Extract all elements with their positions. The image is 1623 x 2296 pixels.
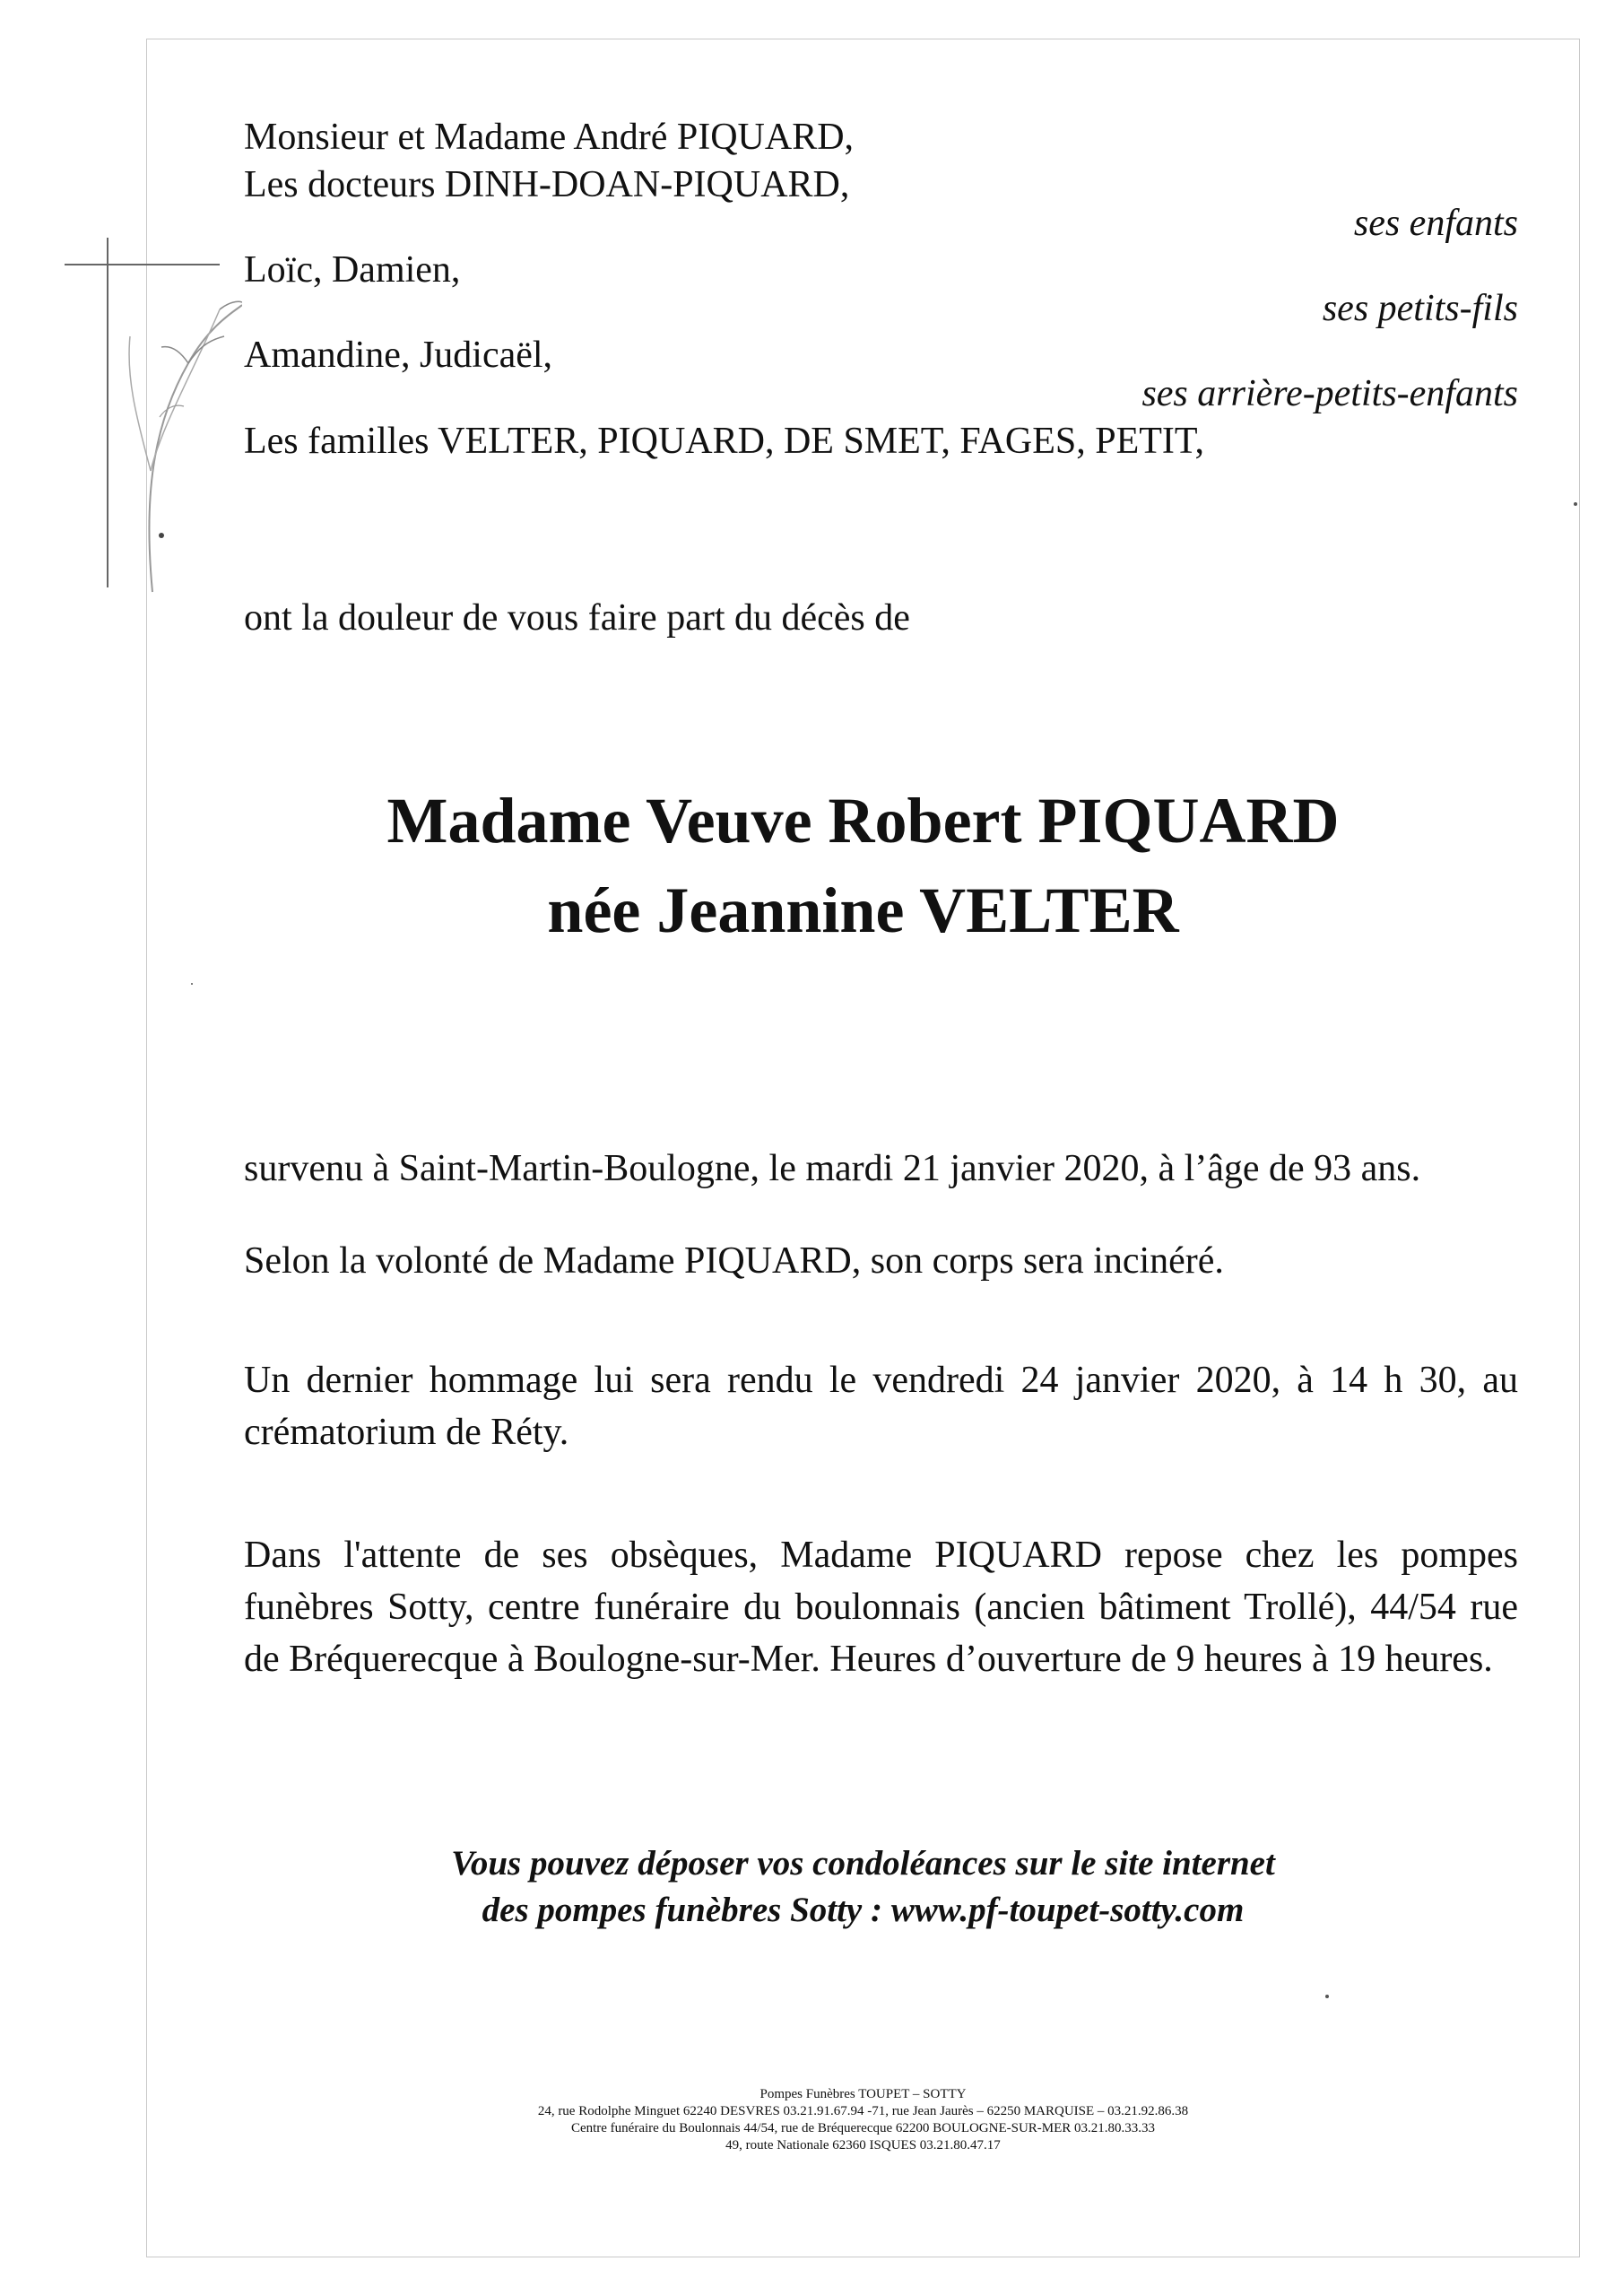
resting-place-paragraph: Dans l'attente de ses obsèques, Madame PIQUARD repose chez les pompes funèbres Sotty, centre funéraire du boulonnais (ancien bâtiment Trollé), 44/54 rue de Bréquerecque à Boulogne-sur-Mer. Heures d’ouverture de 9 heures à 19 heures. [244, 1535, 1518, 1680]
condolences-line-2: des pompes funèbres Sotty : www.pf-toupet-sotty.com [482, 1891, 1245, 1929]
family-line-doctors: Les docteurs DINH-DOAN-PIQUARD, [244, 164, 850, 205]
footer-address-3: 49, route Nationale 62360 ISQUES 03.21.80.47.17 [725, 2138, 1001, 2152]
deceased-name: Madame Veuve Robert PIQUARD [386, 785, 1340, 857]
footer-address-2: Centre funéraire du Boulonnais 44/54, rue de Bréquerecque 62200 BOULOGNE-SUR-MER 03.21.80.33.33 [570, 2121, 1156, 2135]
cremation-wish: Selon la volonté de Madame PIQUARD, son corps sera incinéré. [244, 1240, 1224, 1282]
footer-company: Pompes Funèbres TOUPET – SOTTY [759, 2087, 967, 2101]
family-line-families: Les familles VELTER, PIQUARD, DE SMET, FAGES, PETIT, [244, 421, 1204, 462]
deceased-birth-name: née Jeannine VELTER [547, 874, 1179, 946]
scan-speck [1325, 1995, 1329, 1998]
scan-speck [1574, 502, 1577, 506]
role-children: ses enfants [1353, 203, 1518, 244]
family-line-parents: Monsieur et Madame André PIQUARD, [244, 117, 855, 158]
footer-address-1: 24, rue Rodolphe Minguet 62240 DESVRES 03.21.91.67.94 -71, rue Jean Jaurès – 62250 MARQUISE – 03.21.92.86.38 [537, 2104, 1189, 2118]
intro-text: ont la douleur de vous faire part du décès de [244, 597, 910, 639]
family-line-greatgrandchildren: Amandine, Judicaël, [244, 335, 553, 376]
scan-speck [191, 983, 193, 985]
condolences-line-1: Vous pouvez déposer vos condoléances sur le site internet [451, 1844, 1275, 1883]
role-grandsons: ses petits-fils [1322, 288, 1518, 329]
role-greatgrandchildren: ses arrière-petits-enfants [1141, 373, 1518, 414]
tribute-paragraph: Un dernier hommage lui sera rendu le vendredi 24 janvier 2020, à 14 h 30, au crématorium de Réty. [244, 1360, 1518, 1453]
cross-lily-ornament-icon [63, 202, 242, 596]
death-details: survenu à Saint-Martin-Boulogne, le mardi 21 janvier 2020, à l’âge de 93 ans. [244, 1148, 1421, 1189]
family-line-grandsons: Loïc, Damien, [244, 249, 461, 291]
